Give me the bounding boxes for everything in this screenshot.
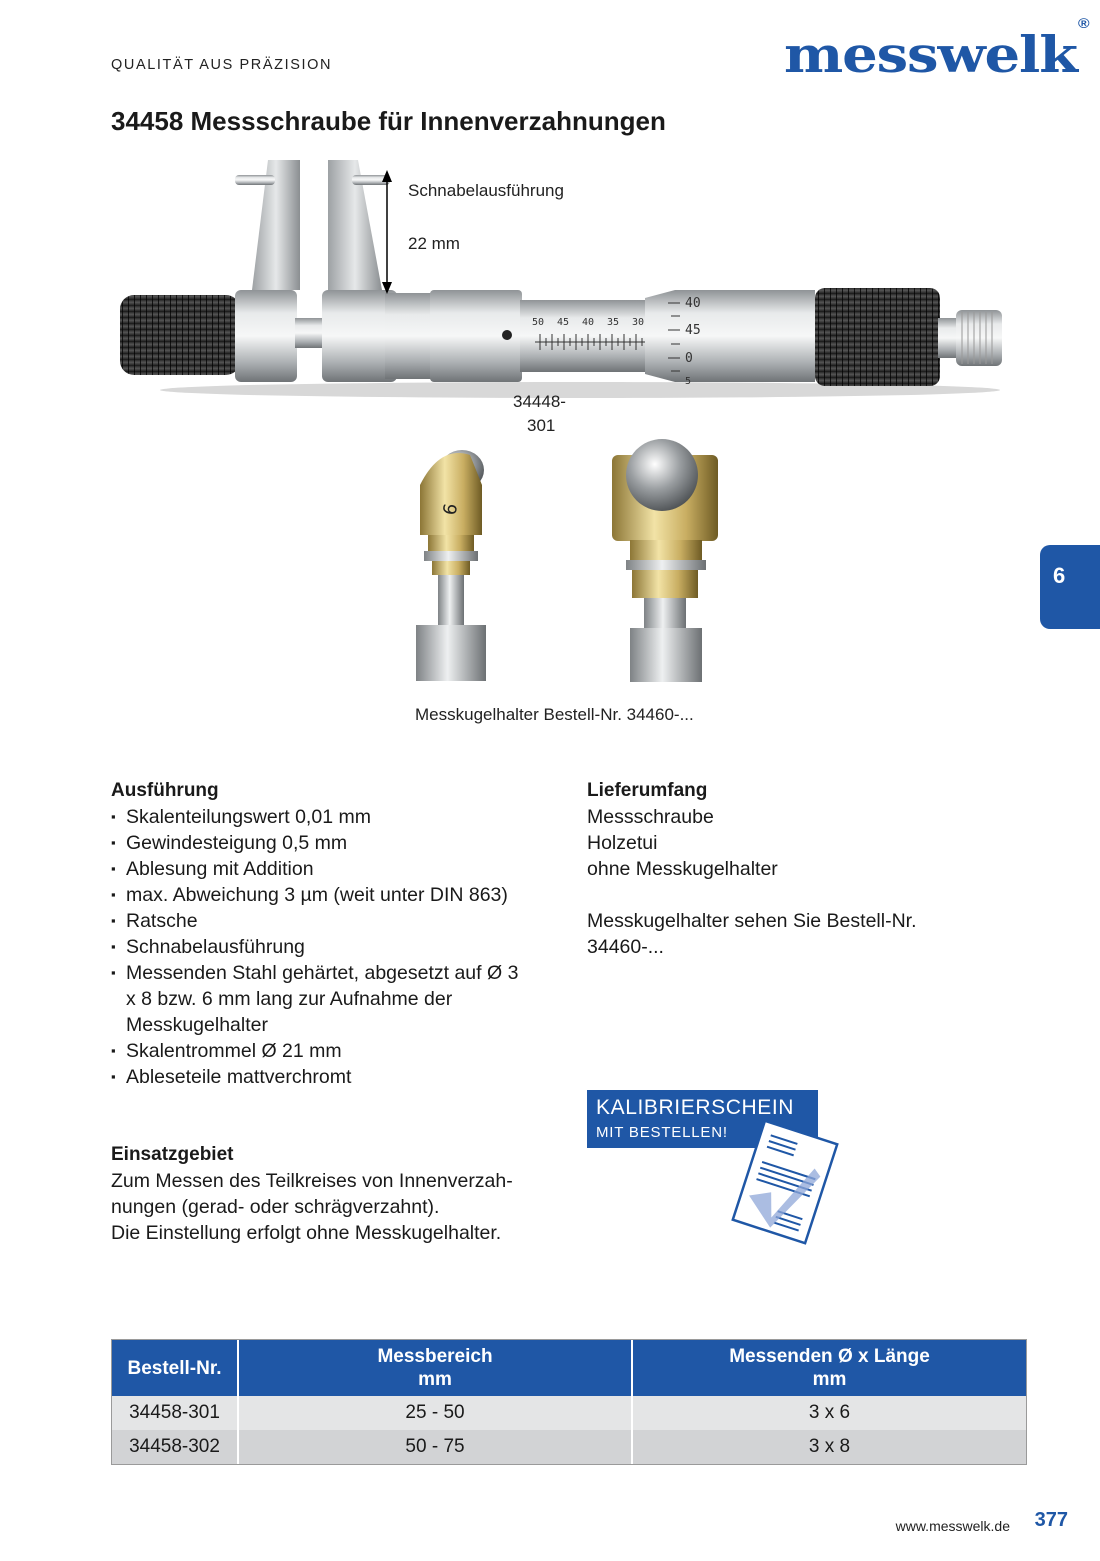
logo-text: messwelk xyxy=(784,25,1077,84)
lieferumfang-item: ohne Messkugelhalter xyxy=(587,858,778,880)
page-title: 34458 Messschraube für Innenverzahnungen xyxy=(111,106,666,136)
tagline: QUALITÄT AUS PRÄZISION xyxy=(111,57,333,73)
part-number-line2: 301 xyxy=(527,416,556,435)
scale-tick: 50 xyxy=(532,317,545,328)
certificate-document-icon xyxy=(725,1120,845,1245)
page-number: 377 xyxy=(1034,1509,1068,1531)
einsatzgebiet-section xyxy=(111,1142,571,1246)
table-header-row xyxy=(112,1340,1026,1396)
lieferumfang-note: Messkugelhalter sehen Sie Bestell-Nr. xyxy=(587,910,917,932)
lieferumfang-heading: Lieferumfang xyxy=(587,780,708,801)
ausfuehrung-section xyxy=(111,778,561,1090)
table-row xyxy=(112,1430,1026,1464)
feature-item: ▪ Ableseteile mattverchromt xyxy=(111,1064,561,1090)
cell-messbereich: 25 - 50 xyxy=(238,1396,632,1430)
beak-dimension: 22 mm xyxy=(408,234,460,253)
cell-bestell-nr: 34458-302 xyxy=(112,1430,238,1464)
beak-label: Schnabelausführung xyxy=(408,181,564,200)
ball-holder-mark: 6 xyxy=(439,501,463,517)
section-tab-number: 6 xyxy=(1053,563,1066,588)
feature-item: ▪ max. Abweichung 3 µm (weit unter DIN 863) xyxy=(111,882,561,908)
feature-item: ▪ Ablesung mit Addition xyxy=(111,856,561,882)
thimble-tick: 5 xyxy=(685,376,692,387)
header-messbereich: Messbereich mm xyxy=(238,1340,632,1396)
cell-messenden: 3 x 6 xyxy=(632,1396,1026,1430)
thimble-tick: 45 xyxy=(685,323,701,338)
ball-holder-large xyxy=(612,439,718,682)
einsatzgebiet-line: Zum Messen des Teilkreises von Innenverzah- xyxy=(111,1170,513,1192)
lieferumfang-section xyxy=(587,778,1007,960)
registered-mark: ® xyxy=(1078,15,1089,32)
kalibrierschein-subtitle: MIT BESTELLEN! xyxy=(596,1124,728,1141)
section-tab[interactable] xyxy=(1040,545,1100,629)
thimble-tick: 40 xyxy=(685,296,701,311)
einsatzgebiet-heading: Einsatzgebiet xyxy=(111,1144,234,1165)
part-number-line1: 34448- xyxy=(513,392,566,411)
cell-messbereich: 50 - 75 xyxy=(238,1430,632,1464)
feature-item: ▪ Skalenteilungswert 0,01 mm xyxy=(111,804,561,830)
einsatzgebiet-line: Die Einstellung erfolgt ohne Messkugelhalter. xyxy=(111,1222,502,1244)
brand-logo xyxy=(784,15,1089,84)
scale-tick: 45 xyxy=(557,317,570,328)
feature-item: ▪ Gewindesteigung 0,5 mm xyxy=(111,830,561,856)
einsatzgebiet-line: nungen (gerad- oder schrägverzahnt). xyxy=(111,1196,440,1218)
ratchet-knob xyxy=(815,288,940,386)
feature-item: ▪ Skalentrommel Ø 21 mm xyxy=(111,1038,561,1064)
cell-bestell-nr: 34458-301 xyxy=(112,1396,238,1430)
kalibrierschein-title: KALIBRIERSCHEIN xyxy=(596,1096,795,1119)
feature-item: ▪ Ratsche xyxy=(111,908,561,934)
ball-holder-caption: Messkugelhalter Bestell-Nr. 34460-... xyxy=(415,705,694,724)
scale-tick: 35 xyxy=(607,317,620,328)
lieferumfang-note: 34460-... xyxy=(587,936,664,958)
table-row xyxy=(112,1396,1026,1430)
scale-tick: 30 xyxy=(632,317,645,328)
footer-url[interactable]: www.messwelk.de xyxy=(895,1518,1010,1534)
feature-item: ▪ Messenden Stahl gehärtet, abgesetzt auf Ø 3 x 8 bzw. 6 mm lang zur Aufnahme der Messkugelhalter xyxy=(111,960,531,1038)
feature-item: ▪ Schnabelausführung xyxy=(111,934,561,960)
ausfuehrung-heading: Ausführung xyxy=(111,780,219,801)
header-bestell-nr: Bestell-Nr. xyxy=(112,1340,238,1396)
spec-table xyxy=(112,1340,1026,1464)
scale-tick: 40 xyxy=(582,317,595,328)
thimble-tick: 0 xyxy=(685,351,693,366)
ball-holder-small xyxy=(416,450,486,681)
lieferumfang-item: Holzetui xyxy=(587,832,658,854)
lieferumfang-item: Messschraube xyxy=(587,806,714,828)
feature-list xyxy=(111,804,561,1090)
header-messenden: Messenden Ø x Länge mm xyxy=(632,1340,1026,1396)
cell-messenden: 3 x 8 xyxy=(632,1430,1026,1464)
ball-holders-illustration xyxy=(400,425,750,695)
left-knob xyxy=(120,295,240,375)
